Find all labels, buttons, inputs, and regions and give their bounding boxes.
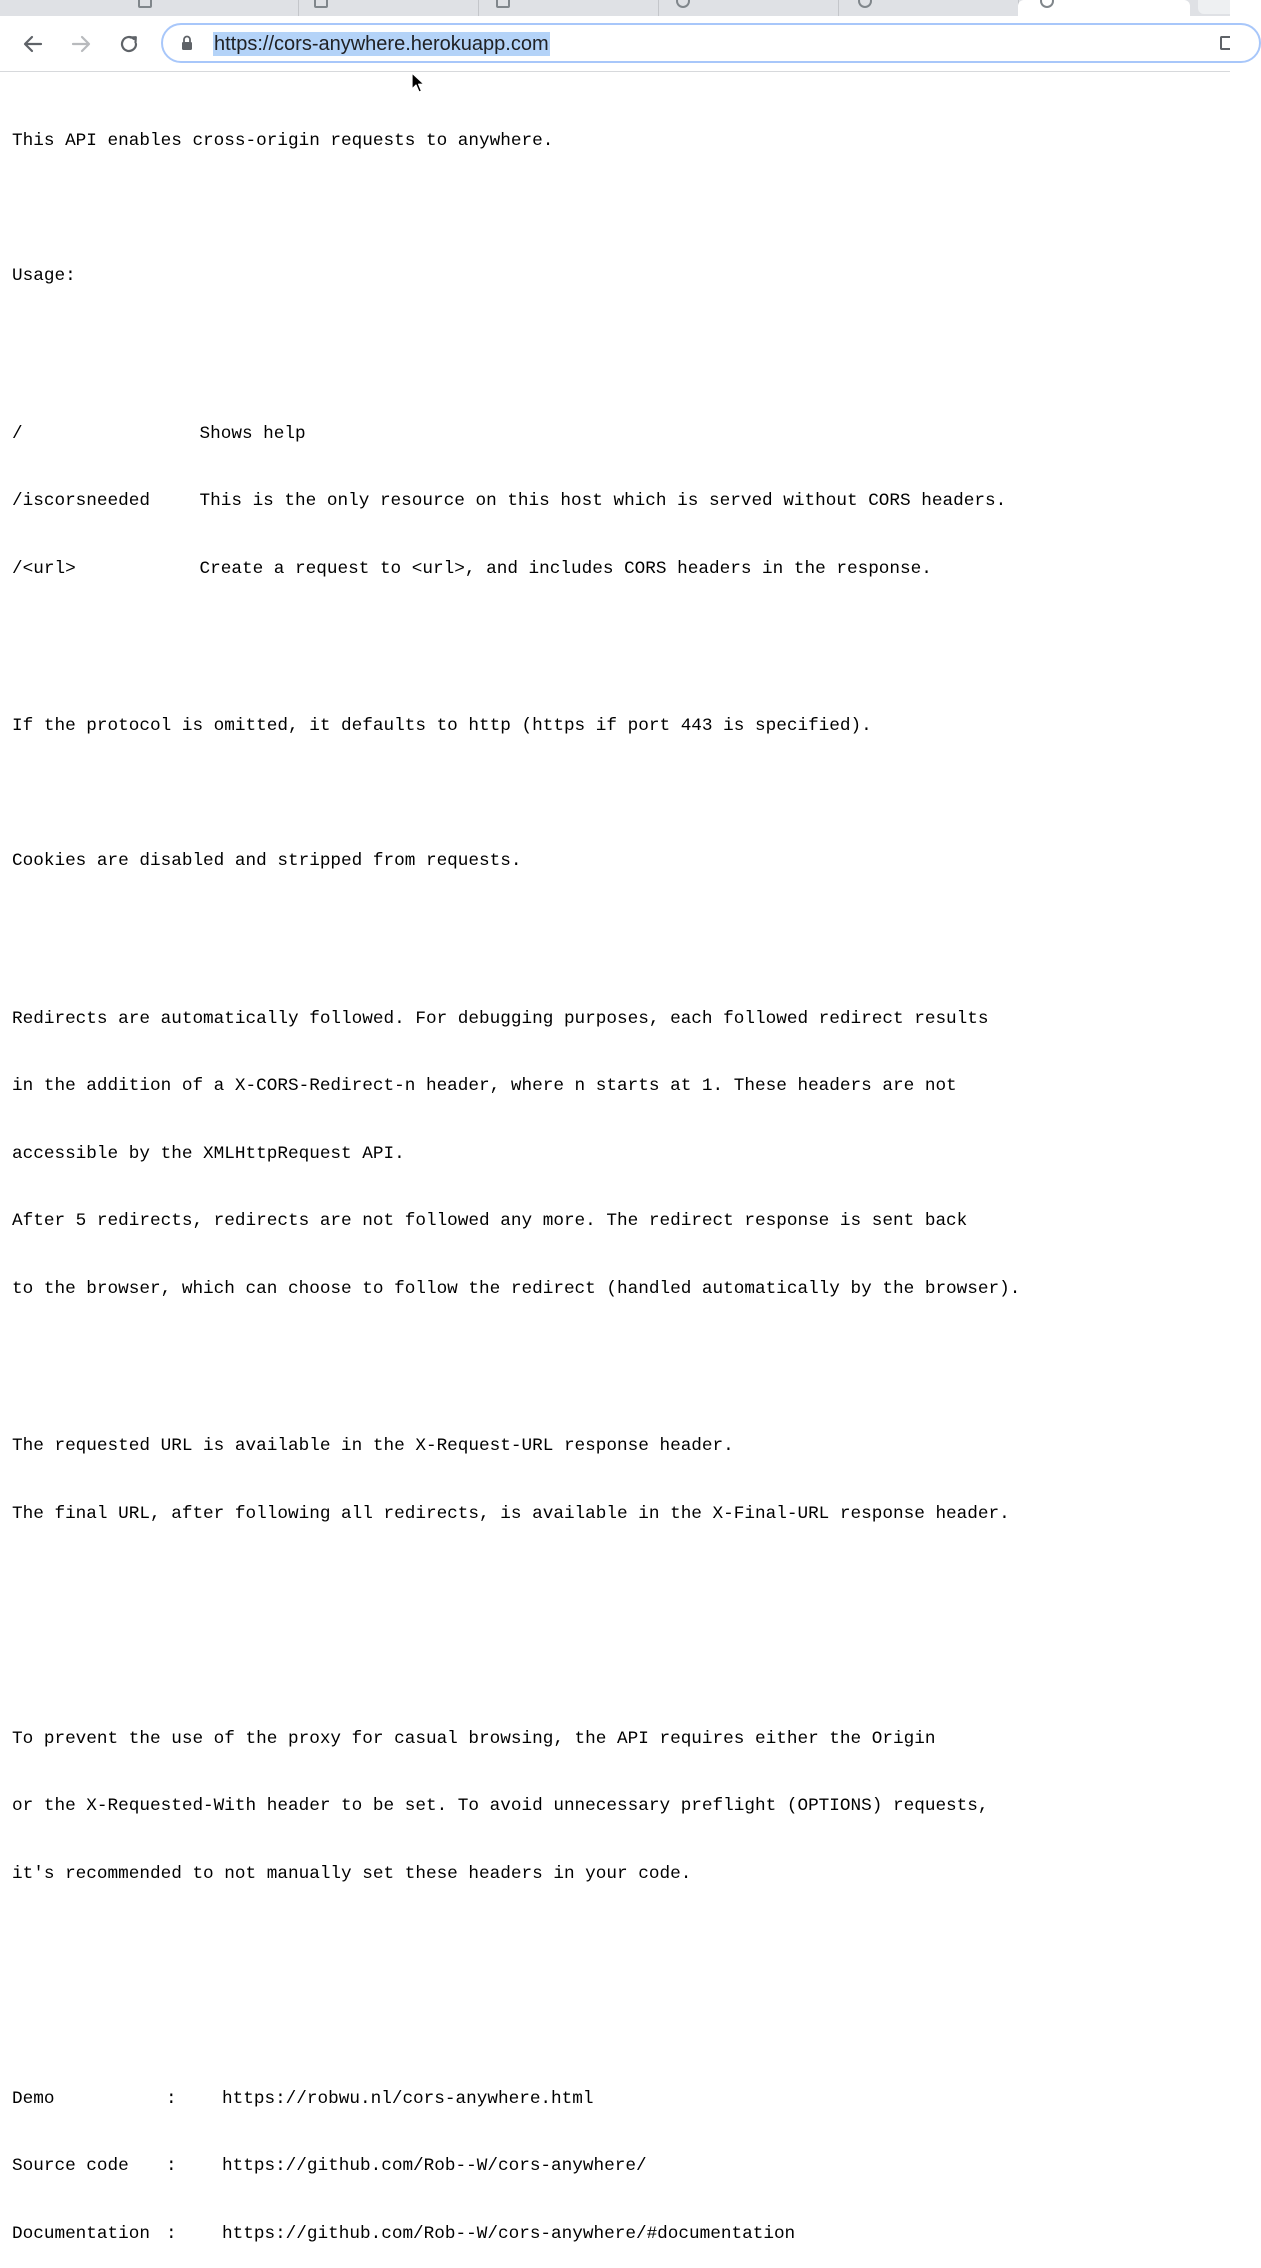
link-row-source-code [12, 2155, 1222, 2178]
browser-tab[interactable] [838, 0, 1019, 16]
reload-icon [118, 33, 140, 55]
tab-favicon-icon [676, 0, 690, 8]
usage-row [12, 490, 1222, 513]
usage-row [12, 558, 1222, 581]
browser-tab[interactable] [0, 0, 299, 16]
arrow-right-icon [70, 33, 92, 55]
arrow-left-icon [22, 33, 44, 55]
usage-desc: This is the only resource on this host which is served without CORS headers. [199, 491, 1007, 511]
redirects-text: Redirects are automatically followed. For debugging purposes, each followed redirect results [12, 1008, 989, 1029]
link-label: Source code [12, 2156, 129, 2176]
prevent-text: To prevent the use of the proxy for casual browsing, the API requires either the Origin [12, 1728, 936, 1749]
link-label: Documentation [12, 2223, 150, 2244]
link-row-documentation [12, 2223, 1222, 2246]
browser-tab[interactable] [298, 0, 479, 16]
browser-tab[interactable] [658, 0, 839, 16]
redirects-text: accessible by the XMLHttpRequest API. [12, 1143, 405, 1164]
browser-tab-active[interactable] [1018, 0, 1190, 16]
tab-strip [0, 0, 1230, 16]
url-text[interactable]: https://cors-anywhere.herokuapp.com [214, 33, 549, 55]
usage-heading: Usage: [12, 266, 76, 286]
forward-button[interactable] [66, 29, 96, 59]
link-separator: : [166, 2156, 177, 2176]
mouse-pointer-icon [411, 72, 425, 94]
url-header-text: The requested URL is available in the X-Request-URL response header. [12, 1436, 734, 1456]
tab-favicon-icon [138, 0, 152, 8]
link-url[interactable]: https://github.com/Rob--W/cors-anywhere/ [222, 2156, 647, 2176]
address-bar[interactable] [161, 23, 1261, 63]
intro-text: This API enables cross-origin requests to anywhere. [12, 131, 554, 151]
browser-toolbar [0, 16, 1230, 72]
usage-path: /<url> [12, 558, 76, 579]
link-label: Demo [12, 2088, 55, 2109]
tab-favicon-icon [1040, 0, 1054, 8]
tab-favicon-icon [496, 0, 510, 8]
link-row-demo [12, 2088, 1222, 2111]
protocol-note: If the protocol is omitted, it defaults to http (https if port 443 is specified). [12, 716, 872, 736]
link-separator: : [166, 2088, 177, 2109]
browser-tab[interactable] [478, 0, 659, 16]
url-header-text: The final URL, after following all redirects, is available in the X-Final-URL response header. [12, 1503, 1010, 1524]
link-separator: : [166, 2223, 177, 2244]
redirects-text: After 5 redirects, redirects are not followed any more. The redirect response is sent back [12, 1211, 968, 1231]
cookies-note: Cookies are disabled and stripped from requests. [12, 851, 522, 871]
page-content [12, 85, 1222, 2268]
prevent-text: it's recommended to not manually set these headers in your code. [12, 1863, 692, 1884]
usage-row [12, 423, 1222, 446]
tab-favicon-icon [314, 0, 328, 8]
reload-button[interactable] [114, 29, 144, 59]
redirects-text: to the browser, which can choose to follow the redirect (handled automatically by the browser). [12, 1278, 1021, 1299]
tab-search-button[interactable] [1198, 0, 1230, 14]
usage-desc: Create a request to <url>, and includes CORS headers in the response. [199, 558, 932, 579]
tab-favicon-icon [858, 0, 872, 8]
reading-list-icon[interactable] [1220, 36, 1230, 50]
back-button[interactable] [18, 29, 48, 59]
prevent-text: or the X-Requested-With header to be set. To avoid unnecessary preflight (OPTIONS) requests, [12, 1796, 989, 1816]
redirects-text: in the addition of a X-CORS-Redirect-n header, where n starts at 1. These headers are not [12, 1076, 957, 1096]
usage-path: / [12, 423, 23, 444]
link-url[interactable]: https://github.com/Rob--W/cors-anywhere/#documentation [222, 2223, 796, 2244]
usage-desc: Shows help [199, 423, 306, 444]
lock-icon [181, 35, 193, 56]
usage-path: /iscorsneeded [12, 491, 150, 511]
link-url[interactable]: https://robwu.nl/cors-anywhere.html [222, 2088, 594, 2109]
